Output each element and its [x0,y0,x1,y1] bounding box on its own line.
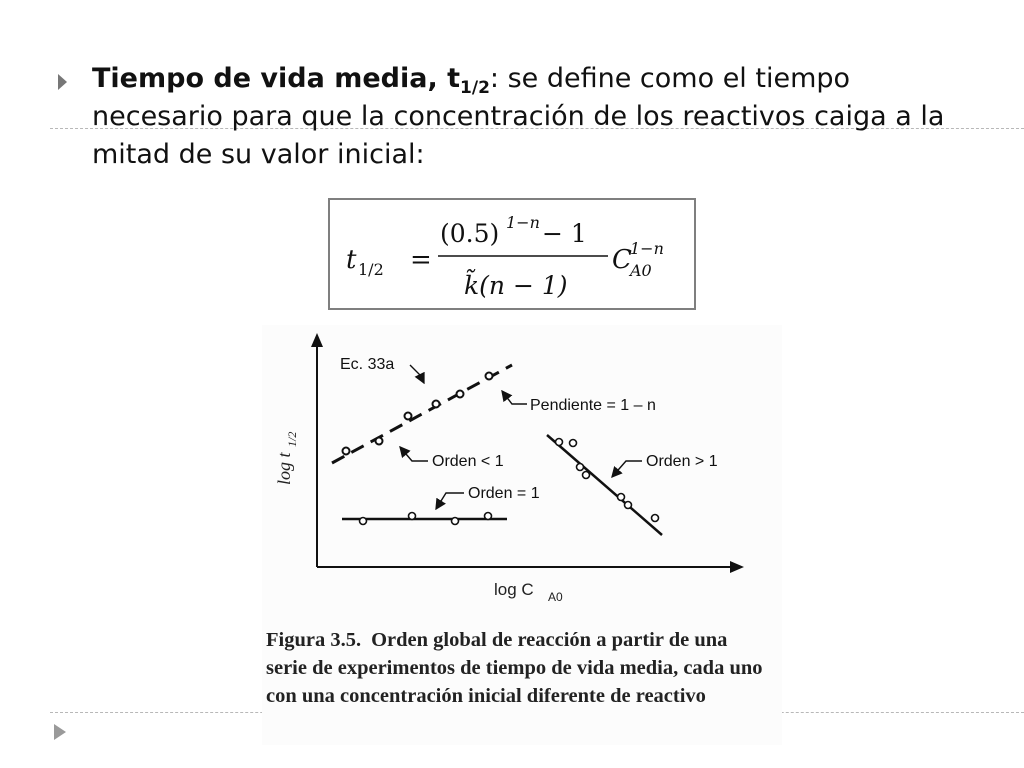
bullet-arrow-icon [58,74,67,90]
x-axis-label-sub: A0 [548,590,563,604]
data-point [556,439,563,446]
formula-numerator-exp: 1−n [506,213,540,232]
data-point [452,518,459,525]
leader-eq33a [410,365,424,383]
order-gt1-points [556,439,659,522]
leader-order-gt1 [612,461,642,477]
data-point [583,472,590,479]
data-point [618,494,625,501]
data-point [485,513,492,520]
formula-factor: C [612,245,632,275]
formula-lhs-sub: 1/2 [358,260,384,279]
data-point [376,438,383,445]
definition-line2: necesario para que la concentración de los reactivos caiga a la [92,101,945,132]
data-point [625,502,632,509]
leader-order-eq1 [436,493,464,509]
leader-slope [502,391,527,404]
term-label: Tiempo de vida media, t [92,63,461,94]
data-point [652,515,659,522]
slide-nav-arrow-icon[interactable] [50,722,70,742]
data-point [409,513,416,520]
label-order-eq1: Orden = 1 [468,485,540,502]
data-point [577,464,584,471]
definition-paragraph [92,60,992,174]
y-axis-label-sub: 1/2 [285,431,299,447]
data-point [405,413,412,420]
label-order-lt1: Orden < 1 [432,453,504,470]
data-point [570,440,577,447]
label-slope: Pendiente = 1 – n [530,397,656,414]
caption-lead: Figura 3.5. [266,629,362,651]
data-point [486,373,493,380]
figure-caption [266,626,766,710]
formula-lhs: t [346,245,357,275]
figure-plot [262,325,782,625]
caption-text: Orden global de reacción a partir de una serie de experimentos de tiempo de vida media, cada uno con una concentración inicial diferente de reactivo [266,629,763,707]
y-axis-label: log t [274,452,294,485]
half-life-formula [328,198,696,310]
data-point [343,448,350,455]
term-subscript: 1/2 [460,78,490,98]
x-axis-arrow-icon [730,561,744,573]
data-point [433,401,440,408]
order-lt1-points [343,373,493,455]
formula-numerator: (0.5) [440,219,500,248]
formula-svg [330,200,698,312]
data-point [457,391,464,398]
label-order-gt1: Orden > 1 [646,453,718,470]
data-point [360,518,367,525]
definition-line1: : se define como el tiempo [489,63,851,94]
definition-line3: mitad de su valor inicial: [92,139,425,170]
formula-equals: = [410,245,432,275]
x-axis-label: log C [494,580,534,599]
label-eq33a: Ec. 33a [340,356,395,373]
y-axis-arrow-icon [311,333,323,347]
formula-factor-sub: A0 [630,261,652,280]
formula-denominator: k̃(n − 1) [464,271,568,300]
formula-numerator-tail: − 1 [542,219,587,248]
formula-factor-exp: 1−n [630,239,664,258]
leader-order-lt1 [400,447,428,461]
order-gt1-line [547,435,662,535]
